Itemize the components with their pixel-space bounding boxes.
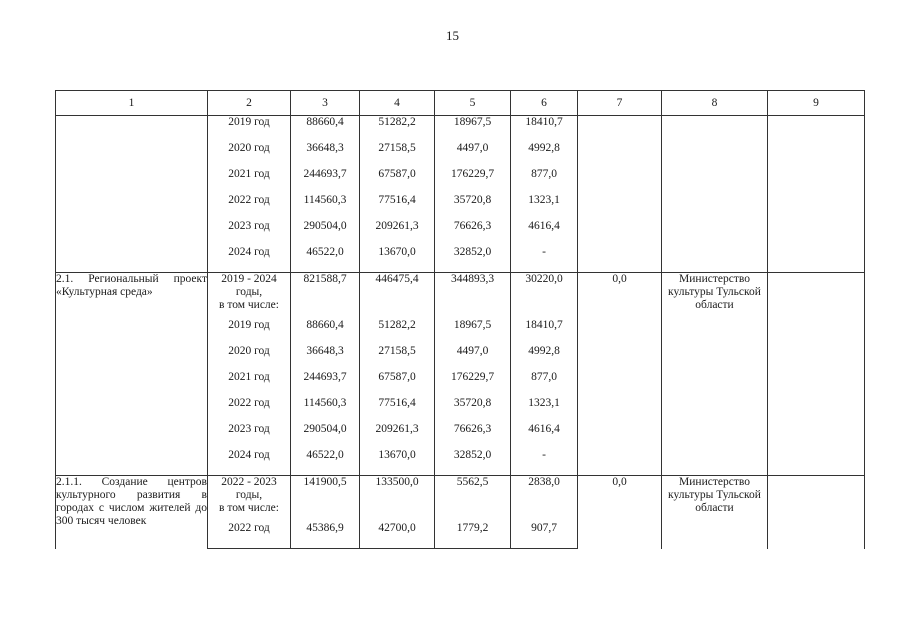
value-cell: 290504,0	[291, 220, 360, 246]
value-cell: 18967,5	[435, 116, 511, 143]
year-cell: 2023 год	[208, 423, 291, 449]
header-cell: 3	[291, 91, 360, 116]
value-cell: 2838,0	[511, 476, 578, 523]
value-cell: 141900,5	[291, 476, 360, 523]
value-cell: 67587,0	[360, 371, 435, 397]
value-cell: 51282,2	[360, 116, 435, 143]
period-unit: годы,	[235, 286, 263, 298]
value-cell: 877,0	[511, 168, 578, 194]
value-cell: 36648,3	[291, 345, 360, 371]
value-cell: 4616,4	[511, 220, 578, 246]
year-cell: 2023 год	[208, 220, 291, 246]
project-name-cell: 2.1.1. Создание центров культурного развития в городах с числом жителей до 300 тысяч человек	[56, 476, 208, 549]
year-cell: 2021 год	[208, 371, 291, 397]
period-unit: годы,	[235, 489, 263, 501]
year-cell: 2022 год	[208, 522, 291, 549]
year-cell: 2020 год	[208, 142, 291, 168]
period-range: 2022 - 2023	[221, 476, 277, 488]
name-cell	[56, 116, 208, 273]
table-row	[56, 273, 865, 320]
header-cell: 6	[511, 91, 578, 116]
value-cell: 344893,3	[435, 273, 511, 320]
value-cell: 36648,3	[291, 142, 360, 168]
header-cell: 9	[768, 91, 865, 116]
value-cell: 114560,3	[291, 194, 360, 220]
value-cell: 877,0	[511, 371, 578, 397]
value-cell: 18967,5	[435, 319, 511, 345]
page-number: 15	[446, 28, 459, 43]
col7-cell: 0,0	[578, 273, 662, 476]
year-cell: 2019 год	[208, 116, 291, 143]
responsible-cell: Министерство культуры Тульской области	[662, 273, 768, 476]
header-cell: 4	[360, 91, 435, 116]
value-cell: 114560,3	[291, 397, 360, 423]
value-cell: 88660,4	[291, 319, 360, 345]
year-cell: 2020 год	[208, 345, 291, 371]
value-cell: 27158,5	[360, 142, 435, 168]
value-cell: 35720,8	[435, 397, 511, 423]
value-cell: 907,7	[511, 522, 578, 549]
responsible-cell: Министерство культуры Тульской области	[662, 476, 768, 549]
col9-cell	[768, 476, 865, 549]
value-cell: 18410,7	[511, 319, 578, 345]
value-cell: 32852,0	[435, 246, 511, 273]
value-cell: 46522,0	[291, 449, 360, 476]
year-cell: 2024 год	[208, 246, 291, 273]
value-cell: 13670,0	[360, 246, 435, 273]
value-cell: 209261,3	[360, 423, 435, 449]
value-cell: 1323,1	[511, 194, 578, 220]
value-cell: 4497,0	[435, 345, 511, 371]
year-cell: 2024 год	[208, 449, 291, 476]
value-cell: 67587,0	[360, 168, 435, 194]
value-cell: 209261,3	[360, 220, 435, 246]
value-cell: 13670,0	[360, 449, 435, 476]
col7-cell: 0,0	[578, 476, 662, 549]
value-cell: 77516,4	[360, 194, 435, 220]
budget-table	[55, 90, 865, 549]
value-cell: 76626,3	[435, 423, 511, 449]
value-cell: 4992,8	[511, 345, 578, 371]
value-cell: 133500,0	[360, 476, 435, 523]
value-cell: 244693,7	[291, 371, 360, 397]
value-cell: 821588,7	[291, 273, 360, 320]
value-cell: -	[511, 246, 578, 273]
value-cell: 27158,5	[360, 345, 435, 371]
table-row	[56, 476, 865, 523]
period-range: 2019 - 2024	[221, 273, 277, 285]
col7-cell	[578, 116, 662, 273]
value-cell: 45386,9	[291, 522, 360, 549]
value-cell: 4616,4	[511, 423, 578, 449]
col9-cell	[768, 273, 865, 476]
year-cell: 2022 год	[208, 397, 291, 423]
value-cell: 18410,7	[511, 116, 578, 143]
value-cell: 176229,7	[435, 168, 511, 194]
year-cell: 2022 год	[208, 194, 291, 220]
year-cell: 2019 год	[208, 319, 291, 345]
year-cell: 2021 год	[208, 168, 291, 194]
value-cell: 42700,0	[360, 522, 435, 549]
value-cell: 290504,0	[291, 423, 360, 449]
header-cell: 5	[435, 91, 511, 116]
period-including: в том числе:	[219, 502, 279, 514]
period-cell	[208, 476, 291, 523]
value-cell: 76626,3	[435, 220, 511, 246]
value-cell: 1779,2	[435, 522, 511, 549]
header-row	[56, 91, 865, 116]
header-cell: 8	[662, 91, 768, 116]
table-row	[56, 116, 865, 143]
header-cell: 1	[56, 91, 208, 116]
value-cell: 51282,2	[360, 319, 435, 345]
value-cell: -	[511, 449, 578, 476]
value-cell: 88660,4	[291, 116, 360, 143]
value-cell: 4992,8	[511, 142, 578, 168]
value-cell: 244693,7	[291, 168, 360, 194]
value-cell: 46522,0	[291, 246, 360, 273]
project-name-cell: 2.1. Региональный проект «Культурная среда»	[56, 273, 208, 476]
value-cell: 77516,4	[360, 397, 435, 423]
value-cell: 35720,8	[435, 194, 511, 220]
value-cell: 446475,4	[360, 273, 435, 320]
responsible-cell	[662, 116, 768, 273]
value-cell: 32852,0	[435, 449, 511, 476]
value-cell: 176229,7	[435, 371, 511, 397]
value-cell: 5562,5	[435, 476, 511, 523]
value-cell: 1323,1	[511, 397, 578, 423]
period-cell	[208, 273, 291, 320]
header-cell: 2	[208, 91, 291, 116]
value-cell: 4497,0	[435, 142, 511, 168]
value-cell: 30220,0	[511, 273, 578, 320]
header-cell: 7	[578, 91, 662, 116]
col9-cell	[768, 116, 865, 273]
period-including: в том числе:	[219, 299, 279, 311]
